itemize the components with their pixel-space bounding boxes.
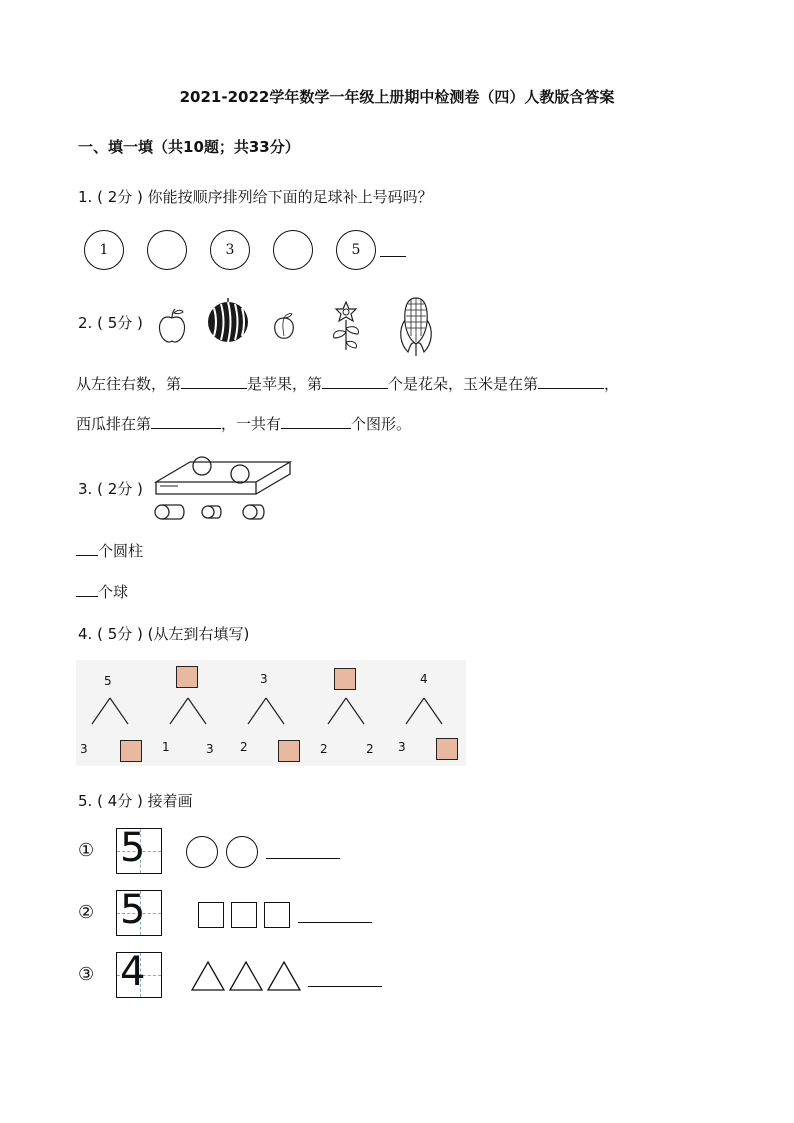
q2-blank-corn[interactable] bbox=[538, 374, 604, 389]
row3-continue-line[interactable] bbox=[308, 986, 382, 987]
number-tree-3 bbox=[248, 698, 284, 724]
row1-marker: ① bbox=[78, 840, 95, 861]
row1-continue-line[interactable] bbox=[266, 858, 340, 859]
row1-number: 5 bbox=[120, 825, 146, 871]
row1-number-box bbox=[116, 825, 162, 874]
section-heading: 一、填一填（共10题；共33分） bbox=[78, 138, 300, 156]
ball-2[interactable] bbox=[147, 230, 187, 270]
ball-1: 1 bbox=[84, 230, 124, 270]
ball-6-answer-line[interactable] bbox=[380, 256, 406, 257]
q3-label: 3. ( 2分 ) bbox=[78, 480, 143, 498]
watermelon-icon bbox=[208, 298, 248, 342]
circle-icon bbox=[226, 836, 258, 868]
ball-4[interactable] bbox=[273, 230, 313, 270]
page-title: 2021-2022学年数学一年级上册期中检测卷（四）人教版含答案 bbox=[179, 88, 615, 106]
corn-icon bbox=[401, 298, 432, 356]
q2-label: 2. ( 5分 ) bbox=[78, 314, 143, 332]
q2-blank-flower[interactable] bbox=[322, 374, 388, 389]
square-icon bbox=[198, 902, 224, 928]
flower-icon bbox=[334, 302, 359, 350]
q3-cylinder-row: 个圆柱 bbox=[76, 540, 143, 561]
number-tree-2 bbox=[170, 698, 206, 724]
q3-ball-blank[interactable] bbox=[76, 582, 98, 597]
row2-number-box bbox=[116, 887, 162, 936]
tree3-left: 2 bbox=[240, 740, 248, 754]
q3-cart-figure bbox=[150, 452, 300, 522]
q2-pictures bbox=[150, 296, 470, 360]
triangle-icon bbox=[268, 962, 300, 990]
row2-number: 5 bbox=[120, 887, 146, 933]
q4-panel bbox=[76, 660, 466, 766]
tree3-right-answer-box[interactable] bbox=[278, 740, 300, 762]
tree3-top: 3 bbox=[260, 672, 268, 686]
tree1-right-answer-box[interactable] bbox=[120, 740, 142, 762]
q5-label: 5. ( 4分 ) 接着画 bbox=[78, 792, 193, 810]
apple-icon bbox=[160, 309, 185, 342]
tree5-top: 4 bbox=[420, 672, 428, 686]
q2-blank-apple[interactable] bbox=[181, 374, 247, 389]
number-tree-4 bbox=[328, 698, 364, 724]
number-tree-1 bbox=[92, 698, 128, 724]
tree5-left: 3 bbox=[398, 740, 406, 754]
tree2-left: 1 bbox=[162, 740, 170, 754]
square-icon bbox=[264, 902, 290, 928]
row3-number: 4 bbox=[120, 949, 146, 995]
tree2-top-answer-box[interactable] bbox=[176, 666, 198, 688]
tree5-right-answer-box[interactable] bbox=[436, 738, 458, 760]
number-tree-5 bbox=[406, 698, 442, 724]
tree4-top-answer-box[interactable] bbox=[334, 668, 356, 690]
tree2-right: 3 bbox=[206, 742, 214, 756]
q4-label: 4. ( 5分 ) (从左到右填写) bbox=[78, 625, 250, 643]
row3-marker: ③ bbox=[78, 964, 95, 985]
q2-text: 从左往右数，第 是苹果，第 个是花朵，玉米是在第 ， 西瓜排在第 ，一共有 个图形。 bbox=[76, 375, 620, 433]
q3-cylinder-blank[interactable] bbox=[76, 541, 98, 556]
tree4-right: 2 bbox=[366, 742, 374, 756]
row2-marker: ② bbox=[78, 902, 95, 923]
q1-label: 1. ( 2分 ) 你能按顺序排列给下面的足球补上号码吗？ bbox=[78, 188, 433, 206]
peach-icon bbox=[275, 314, 294, 339]
ball-3: 3 bbox=[210, 230, 250, 270]
square-icon bbox=[231, 902, 257, 928]
row2-continue-line[interactable] bbox=[298, 922, 372, 923]
tree4-left: 2 bbox=[320, 742, 328, 756]
triangle-icon bbox=[192, 962, 224, 990]
row3-number-box bbox=[116, 949, 162, 998]
ball-5: 5 bbox=[336, 230, 376, 270]
triangles bbox=[190, 958, 306, 994]
tree1-left: 3 bbox=[80, 742, 88, 756]
circle-icon bbox=[186, 836, 218, 868]
q3-ball-row: 个球 bbox=[76, 581, 128, 602]
tree1-top: 5 bbox=[104, 674, 112, 688]
q2-blank-total[interactable] bbox=[281, 414, 351, 429]
q2-blank-watermelon[interactable] bbox=[151, 414, 221, 429]
triangle-icon bbox=[230, 962, 262, 990]
